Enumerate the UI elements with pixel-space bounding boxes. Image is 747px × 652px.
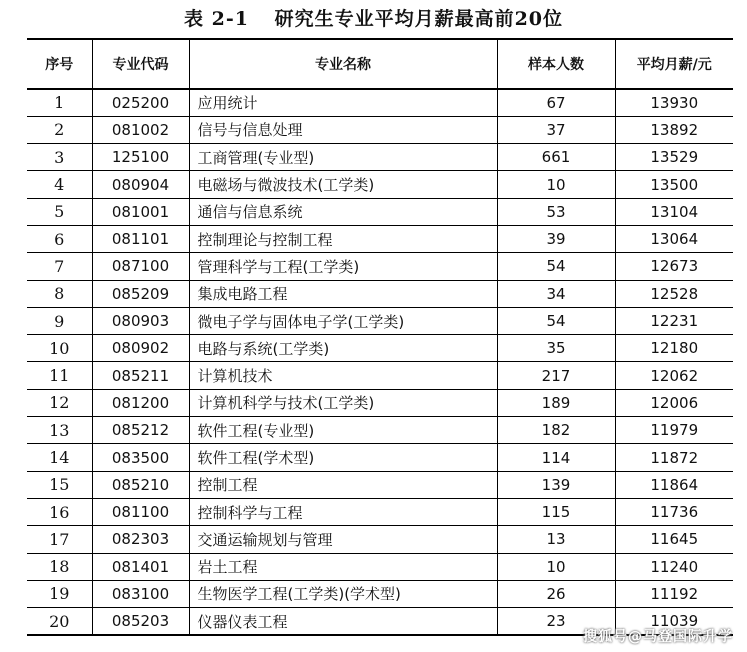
cell-sample-size: 37 <box>497 116 615 143</box>
cell-code: 025200 <box>92 89 189 116</box>
header-code: 专业代码 <box>92 39 189 89</box>
cell-avg-salary: 13500 <box>615 171 733 198</box>
table-row <box>27 89 733 116</box>
cell-seq: 14 <box>27 444 92 471</box>
salary-table <box>27 38 733 636</box>
cell-code: 081101 <box>92 225 189 252</box>
cell-code: 085209 <box>92 280 189 307</box>
cell-seq: 10 <box>27 335 92 362</box>
header-sample-size: 样本人数 <box>497 39 615 89</box>
cell-major-name: 控制理论与控制工程 <box>189 225 497 252</box>
cell-sample-size: 114 <box>497 444 615 471</box>
cell-sample-size: 661 <box>497 144 615 171</box>
table-row <box>27 198 733 225</box>
cell-sample-size: 54 <box>497 307 615 334</box>
cell-seq: 16 <box>27 498 92 525</box>
cell-avg-salary: 11240 <box>615 553 733 580</box>
cell-major-name: 计算机技术 <box>189 362 497 389</box>
cell-sample-size: 26 <box>497 580 615 607</box>
cell-sample-size: 35 <box>497 335 615 362</box>
cell-avg-salary: 13892 <box>615 116 733 143</box>
table-row <box>27 471 733 498</box>
cell-seq: 2 <box>27 116 92 143</box>
cell-avg-salary: 11039 <box>615 608 733 635</box>
cell-code: 081401 <box>92 553 189 580</box>
cell-sample-size: 189 <box>497 389 615 416</box>
cell-sample-size: 39 <box>497 225 615 252</box>
cell-code: 085203 <box>92 608 189 635</box>
cell-major-name: 通信与信息系统 <box>189 198 497 225</box>
cell-code: 125100 <box>92 144 189 171</box>
table-row <box>27 253 733 280</box>
cell-sample-size: 115 <box>497 498 615 525</box>
cell-sample-size: 182 <box>497 417 615 444</box>
table-row <box>27 144 733 171</box>
table-row <box>27 280 733 307</box>
cell-seq: 1 <box>27 89 92 116</box>
cell-major-name: 仪器仪表工程 <box>189 608 497 635</box>
cell-major-name: 管理科学与工程(工学类) <box>189 253 497 280</box>
cell-sample-size: 23 <box>497 608 615 635</box>
cell-sample-size: 10 <box>497 171 615 198</box>
cell-seq: 8 <box>27 280 92 307</box>
cell-avg-salary: 12673 <box>615 253 733 280</box>
cell-avg-salary: 11864 <box>615 471 733 498</box>
cell-code: 081001 <box>92 198 189 225</box>
cell-code: 085211 <box>92 362 189 389</box>
table-row <box>27 389 733 416</box>
cell-avg-salary: 11736 <box>615 498 733 525</box>
cell-seq: 9 <box>27 307 92 334</box>
cell-avg-salary: 13064 <box>615 225 733 252</box>
cell-sample-size: 10 <box>497 553 615 580</box>
cell-code: 082303 <box>92 526 189 553</box>
table-body <box>27 89 733 635</box>
cell-seq: 19 <box>27 580 92 607</box>
cell-seq: 18 <box>27 553 92 580</box>
header-avg-salary: 平均月薪/元 <box>615 39 733 89</box>
cell-code: 081002 <box>92 116 189 143</box>
watermark: 搜狐号@马登国际升学 <box>583 629 733 645</box>
cell-major-name: 交通运输规划与管理 <box>189 526 497 553</box>
cell-major-name: 信号与信息处理 <box>189 116 497 143</box>
table-row <box>27 498 733 525</box>
table-row <box>27 526 733 553</box>
header-seq: 序号 <box>27 39 92 89</box>
table-row <box>27 171 733 198</box>
table-caption <box>0 6 747 32</box>
cell-avg-salary: 12006 <box>615 389 733 416</box>
cell-avg-salary: 12528 <box>615 280 733 307</box>
table-row <box>27 307 733 334</box>
cell-sample-size: 34 <box>497 280 615 307</box>
cell-sample-size: 13 <box>497 526 615 553</box>
cell-seq: 6 <box>27 225 92 252</box>
cell-seq: 17 <box>27 526 92 553</box>
cell-seq: 12 <box>27 389 92 416</box>
cell-code: 080904 <box>92 171 189 198</box>
cell-avg-salary: 11872 <box>615 444 733 471</box>
cell-seq: 20 <box>27 608 92 635</box>
cell-avg-salary: 12180 <box>615 335 733 362</box>
cell-seq: 5 <box>27 198 92 225</box>
table-row <box>27 553 733 580</box>
cell-seq: 7 <box>27 253 92 280</box>
cell-major-name: 集成电路工程 <box>189 280 497 307</box>
cell-avg-salary: 11192 <box>615 580 733 607</box>
cell-seq: 13 <box>27 417 92 444</box>
cell-code: 081100 <box>92 498 189 525</box>
table-row <box>27 225 733 252</box>
table-row <box>27 417 733 444</box>
cell-major-name: 计算机科学与技术(工学类) <box>189 389 497 416</box>
table-row <box>27 116 733 143</box>
cell-major-name: 电磁场与微波技术(工学类) <box>189 171 497 198</box>
table-row <box>27 335 733 362</box>
cell-major-name: 软件工程(学术型) <box>189 444 497 471</box>
cell-code: 080902 <box>92 335 189 362</box>
cell-major-name: 应用统计 <box>189 89 497 116</box>
header-major-name: 专业名称 <box>189 39 497 89</box>
table-header-row <box>27 39 733 89</box>
cell-avg-salary: 12062 <box>615 362 733 389</box>
cell-major-name: 工商管理(专业型) <box>189 144 497 171</box>
cell-major-name: 控制科学与工程 <box>189 498 497 525</box>
cell-code: 083500 <box>92 444 189 471</box>
cell-avg-salary: 11645 <box>615 526 733 553</box>
cell-avg-salary: 11979 <box>615 417 733 444</box>
cell-sample-size: 217 <box>497 362 615 389</box>
cell-code: 083100 <box>92 580 189 607</box>
cell-seq: 4 <box>27 171 92 198</box>
cell-seq: 11 <box>27 362 92 389</box>
cell-code: 080903 <box>92 307 189 334</box>
cell-code: 087100 <box>92 253 189 280</box>
cell-avg-salary: 13104 <box>615 198 733 225</box>
cell-sample-size: 67 <box>497 89 615 116</box>
cell-avg-salary: 13529 <box>615 144 733 171</box>
cell-major-name: 控制工程 <box>189 471 497 498</box>
cell-avg-salary: 12231 <box>615 307 733 334</box>
cell-code: 085212 <box>92 417 189 444</box>
cell-major-name: 软件工程(专业型) <box>189 417 497 444</box>
cell-seq: 3 <box>27 144 92 171</box>
cell-sample-size: 54 <box>497 253 615 280</box>
cell-sample-size: 139 <box>497 471 615 498</box>
cell-avg-salary: 13930 <box>615 89 733 116</box>
caption-title: 研究生专业平均月薪最高前20位 <box>274 8 564 30</box>
table-row <box>27 362 733 389</box>
cell-major-name: 生物医学工程(工学类)(学术型) <box>189 580 497 607</box>
cell-code: 081200 <box>92 389 189 416</box>
cell-seq: 15 <box>27 471 92 498</box>
cell-code: 085210 <box>92 471 189 498</box>
cell-major-name: 微电子学与固体电子学(工学类) <box>189 307 497 334</box>
cell-major-name: 电路与系统(工学类) <box>189 335 497 362</box>
table-row <box>27 580 733 607</box>
cell-sample-size: 53 <box>497 198 615 225</box>
caption-number: 表 2-1 <box>183 8 249 30</box>
cell-major-name: 岩土工程 <box>189 553 497 580</box>
table-row <box>27 444 733 471</box>
